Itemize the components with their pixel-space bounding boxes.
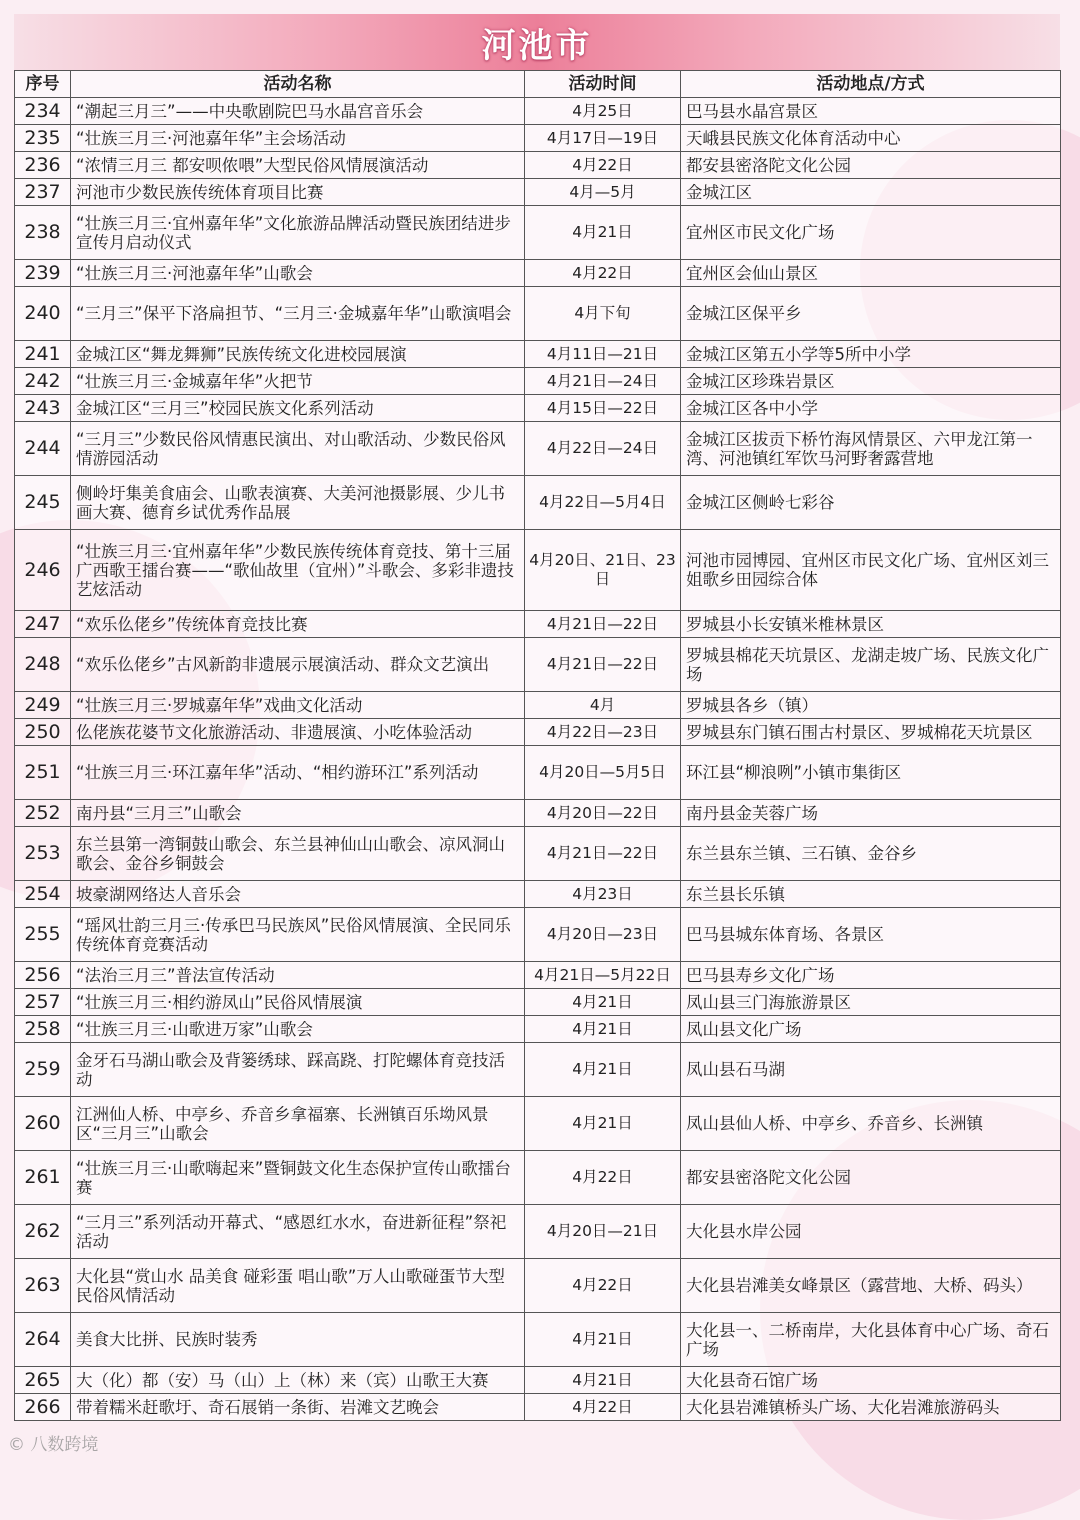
cell-time: 4月22日—24日 [525,422,681,476]
cell-place: 都安县密洛陀文化公园 [681,152,1061,179]
cell-no: 263 [15,1259,71,1313]
table-row [15,1205,1061,1259]
cell-name: “欢乐仫佬乡”传统体育竞技比赛 [71,611,525,638]
cell-place: 金城江区各中小学 [681,395,1061,422]
cell-no: 266 [15,1394,71,1421]
cell-name: 江洲仙人桥、中亭乡、乔音乡拿福寨、长洲镇百乐坳风景区“三月三”山歌会 [71,1097,525,1151]
cell-place: 南丹县金芙蓉广场 [681,800,1061,827]
cell-no: 257 [15,989,71,1016]
cell-no: 253 [15,827,71,881]
cell-time: 4月23日 [525,881,681,908]
cell-no: 259 [15,1043,71,1097]
cell-time: 4月22日—5月4日 [525,476,681,530]
cell-name: “三月三”少数民俗风情惠民演出、对山歌活动、少数民俗风情游园活动 [71,422,525,476]
cell-no: 251 [15,746,71,800]
cell-place: 凤山县三门海旅游景区 [681,989,1061,1016]
cell-place: 宜州区会仙山景区 [681,260,1061,287]
cell-time: 4月22日 [525,1394,681,1421]
cell-place: 金城江区保平乡 [681,287,1061,341]
cell-time: 4月下旬 [525,287,681,341]
cell-no: 262 [15,1205,71,1259]
cell-name: “壮族三月三·金城嘉年华”火把节 [71,368,525,395]
cell-name: “壮族三月三·环江嘉年华”活动、“相约游环江”系列活动 [71,746,525,800]
table-row [15,1259,1061,1313]
cell-place: 金城江区侧岭七彩谷 [681,476,1061,530]
cell-time: 4月20日—5月5日 [525,746,681,800]
table-row [15,341,1061,368]
cell-time: 4月22日 [525,260,681,287]
cell-name: 带着糯米赶歌圩、奇石展销一条街、岩滩文艺晚会 [71,1394,525,1421]
cell-name: “法治三月三”普法宣传活动 [71,962,525,989]
cell-place: 罗城县小长安镇米椎林景区 [681,611,1061,638]
cell-place: 大化县奇石馆广场 [681,1367,1061,1394]
cell-name: 河池市少数民族传统体育项目比赛 [71,179,525,206]
table-row [15,422,1061,476]
cell-no: 260 [15,1097,71,1151]
table-row [15,1016,1061,1043]
cell-name: 东兰县第一湾铜鼓山歌会、东兰县神仙山山歌会、凉风洞山歌会、金谷乡铜鼓会 [71,827,525,881]
cell-no: 254 [15,881,71,908]
cell-no: 246 [15,530,71,611]
cell-time: 4月21日 [525,1097,681,1151]
cell-place: 大化县一、二桥南岸，大化县体育中心广场、奇石广场 [681,1313,1061,1367]
table-row [15,908,1061,962]
activity-table-container [14,70,1060,1421]
table-body [15,98,1061,1421]
cell-time: 4月21日 [525,1313,681,1367]
table-row [15,989,1061,1016]
table-row [15,881,1061,908]
table-row [15,962,1061,989]
cell-place: 金城江区第五小学等5所中小学 [681,341,1061,368]
cell-time: 4月21日—22日 [525,638,681,692]
cell-no: 242 [15,368,71,395]
table-row [15,692,1061,719]
cell-time: 4月20日、21日、23日 [525,530,681,611]
cell-time: 4月—5月 [525,179,681,206]
table-row [15,746,1061,800]
cell-time: 4月21日—5月22日 [525,962,681,989]
activity-table [14,70,1061,1421]
cell-name: 南丹县“三月三”山歌会 [71,800,525,827]
table-header-row [15,71,1061,98]
cell-place: 东兰县东兰镇、三石镇、金谷乡 [681,827,1061,881]
cell-no: 239 [15,260,71,287]
cell-no: 247 [15,611,71,638]
cell-time: 4月21日 [525,1016,681,1043]
cell-name: “三月三”系列活动开幕式、“感恩红水水，奋进新征程”祭祀活动 [71,1205,525,1259]
cell-time: 4月20日—23日 [525,908,681,962]
cell-name: “壮族三月三·宜州嘉年华”少数民族传统体育竞技、第十三届广西歌王擂台赛——“歌仙故里（宜州）”斗歌会、多彩非遗技艺炫活动 [71,530,525,611]
table-row [15,1097,1061,1151]
cell-no: 248 [15,638,71,692]
cell-place: 金城江区 [681,179,1061,206]
cell-name: “壮族三月三·山歌嗨起来”暨铜鼓文化生态保护宣传山歌擂台赛 [71,1151,525,1205]
cell-place: 金城江区拔贡下桥竹海风情景区、六甲龙江第一湾、河池镇红军饮马河野奢露营地 [681,422,1061,476]
cell-name: 侧岭圩集美食庙会、山歌表演赛、大美河池摄影展、少儿书画大赛、德育乡试优秀作品展 [71,476,525,530]
cell-name: 坡豪湖网络达人音乐会 [71,881,525,908]
cell-time: 4月21日—22日 [525,827,681,881]
cell-name: 美食大比拼、民族时装秀 [71,1313,525,1367]
table-row [15,1043,1061,1097]
cell-place: 罗城县东门镇石围古村景区、罗城棉花天坑景区 [681,719,1061,746]
table-row [15,530,1061,611]
cell-time: 4月11日—21日 [525,341,681,368]
cell-name: “壮族三月三·宜州嘉年华”文化旅游品牌活动暨民族团结进步宣传月启动仪式 [71,206,525,260]
cell-name: “潮起三月三”——中央歌剧院巴马水晶宫音乐会 [71,98,525,125]
cell-time: 4月25日 [525,98,681,125]
cell-name: “壮族三月三·罗城嘉年华”戏曲文化活动 [71,692,525,719]
table-row [15,368,1061,395]
cell-time: 4月21日 [525,206,681,260]
cell-no: 250 [15,719,71,746]
table-row [15,1367,1061,1394]
cell-no: 234 [15,98,71,125]
cell-name: 金城江区“三月三”校园民族文化系列活动 [71,395,525,422]
title-banner [14,14,1060,70]
cell-time: 4月21日 [525,1367,681,1394]
page-title: 河池市 [481,25,593,66]
table-row [15,827,1061,881]
cell-no: 265 [15,1367,71,1394]
cell-name: “壮族三月三·相约游凤山”民俗风情展演 [71,989,525,1016]
column-header-name: 活动名称 [71,71,525,98]
cell-time: 4月22日—23日 [525,719,681,746]
cell-no: 261 [15,1151,71,1205]
cell-no: 238 [15,206,71,260]
cell-no: 264 [15,1313,71,1367]
cell-place: 巴马县寿乡文化广场 [681,962,1061,989]
cell-place: 罗城县棉花天坑景区、龙湖走坡广场、民族文化广场 [681,638,1061,692]
cell-no: 236 [15,152,71,179]
cell-name: “浓情三月三 都安呗侬喂”大型民俗风情展演活动 [71,152,525,179]
cell-place: 金城江区珍珠岩景区 [681,368,1061,395]
cell-time: 4月21日 [525,1043,681,1097]
table-row [15,1151,1061,1205]
table-row [15,98,1061,125]
cell-place: 凤山县仙人桥、中亭乡、乔音乡、长洲镇 [681,1097,1061,1151]
table-row [15,611,1061,638]
cell-name: 金城江区“舞龙舞狮”民族传统文化进校园展演 [71,341,525,368]
cell-no: 235 [15,125,71,152]
cell-name: “欢乐仫佬乡”古风新韵非遗展示展演活动、群众文艺演出 [71,638,525,692]
table-row [15,395,1061,422]
cell-name: “壮族三月三·河池嘉年华”主会场活动 [71,125,525,152]
cell-time: 4月20日—22日 [525,800,681,827]
table-row [15,260,1061,287]
cell-place: 河池市园博园、宜州区市民文化广场、宜州区刘三姐歌乡田园综合体 [681,530,1061,611]
cell-no: 252 [15,800,71,827]
cell-time: 4月21日—22日 [525,611,681,638]
cell-place: 大化县水岸公园 [681,1205,1061,1259]
table-row [15,125,1061,152]
cell-place: 大化县岩滩美女峰景区（露营地、大桥、码头） [681,1259,1061,1313]
table-row [15,638,1061,692]
cell-place: 凤山县文化广场 [681,1016,1061,1043]
cell-place: 天峨县民族文化体育活动中心 [681,125,1061,152]
cell-name: 大化县“赏山水 品美食 碰彩蛋 唱山歌”万人山歌碰蛋节大型民俗风情活动 [71,1259,525,1313]
cell-place: 凤山县石马湖 [681,1043,1061,1097]
cell-time: 4月 [525,692,681,719]
cell-time: 4月21日 [525,989,681,1016]
cell-no: 243 [15,395,71,422]
cell-place: 都安县密洛陀文化公园 [681,1151,1061,1205]
cell-time: 4月22日 [525,1259,681,1313]
table-row [15,476,1061,530]
cell-name: 大（化）都（安）马（山）上（林）来（宾）山歌王大赛 [71,1367,525,1394]
cell-place: 环江县“柳浪咧”小镇市集街区 [681,746,1061,800]
table-row [15,1313,1061,1367]
cell-name: “三月三”保平下洛扁担节、“三月三·金城嘉年华”山歌演唱会 [71,287,525,341]
column-header-no: 序号 [15,71,71,98]
cell-place: 大化县岩滩镇桥头广场、大化岩滩旅游码头 [681,1394,1061,1421]
cell-no: 245 [15,476,71,530]
table-row [15,206,1061,260]
column-header-place: 活动地点/方式 [681,71,1061,98]
cell-place: 巴马县城东体育场、各景区 [681,908,1061,962]
cell-no: 255 [15,908,71,962]
cell-name: 仫佬族花婆节文化旅游活动、非遗展演、小吃体验活动 [71,719,525,746]
watermark: © 八数跨境 [8,1435,99,1455]
table-row [15,179,1061,206]
table-row [15,719,1061,746]
cell-name: “壮族三月三·河池嘉年华”山歌会 [71,260,525,287]
cell-name: “壮族三月三·山歌进万家”山歌会 [71,1016,525,1043]
cell-time: 4月15日—22日 [525,395,681,422]
cell-time: 4月22日 [525,1151,681,1205]
cell-no: 240 [15,287,71,341]
cell-time: 4月17日—19日 [525,125,681,152]
cell-time: 4月22日 [525,152,681,179]
cell-place: 巴马县水晶宫景区 [681,98,1061,125]
column-header-time: 活动时间 [525,71,681,98]
cell-place: 东兰县长乐镇 [681,881,1061,908]
cell-no: 249 [15,692,71,719]
cell-place: 罗城县各乡（镇） [681,692,1061,719]
cell-time: 4月21日—24日 [525,368,681,395]
table-row [15,1394,1061,1421]
cell-time: 4月20日—21日 [525,1205,681,1259]
cell-no: 237 [15,179,71,206]
cell-no: 244 [15,422,71,476]
cell-no: 256 [15,962,71,989]
cell-name: “瑶风壮韵三月三·传承巴马民族风”民俗风情展演、全民同乐传统体育竞赛活动 [71,908,525,962]
table-row [15,800,1061,827]
table-row [15,152,1061,179]
cell-place: 宜州区市民文化广场 [681,206,1061,260]
cell-no: 241 [15,341,71,368]
table-row [15,287,1061,341]
cell-no: 258 [15,1016,71,1043]
cell-name: 金牙石马湖山歌会及背篓绣球、踩高跷、打陀螺体育竞技活动 [71,1043,525,1097]
